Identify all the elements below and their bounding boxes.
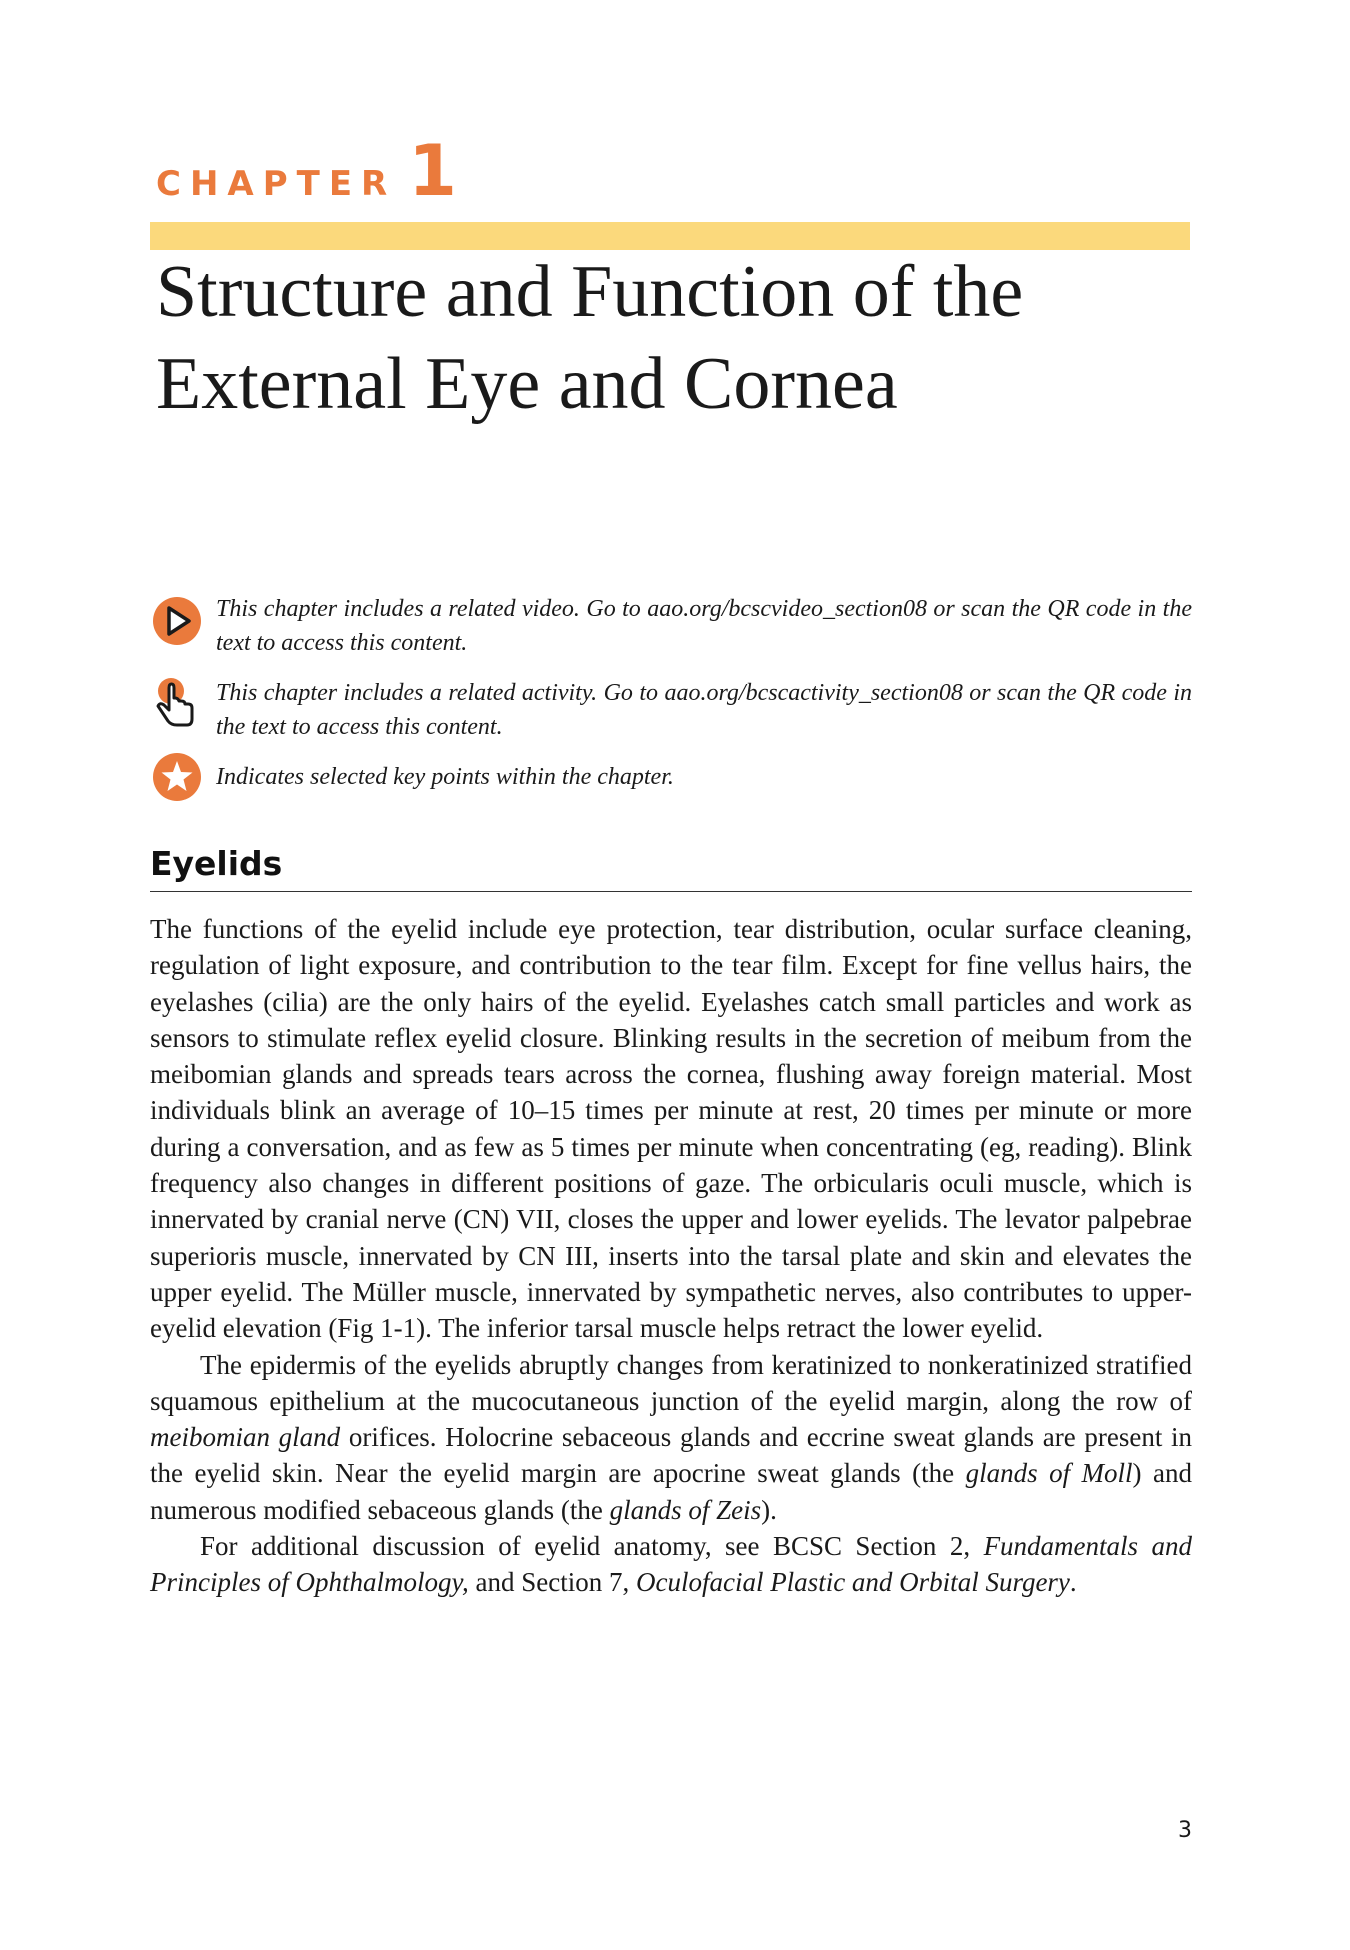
- section-body: [150, 911, 1192, 1601]
- paragraph-3: [150, 1528, 1192, 1601]
- term-glands-of-moll: glands of Moll: [965, 1458, 1133, 1489]
- paragraph-2-text: orifices. Holocrine sebaceous glands and eccrine sweat glands are present in the eyelid skin. Near the eyelid margin are apocrine sweat glands (the: [150, 1422, 1192, 1489]
- activity-hand-icon[interactable]: [150, 676, 204, 730]
- book-title-section-7: Oculofacial Plastic and Orbital Surgery: [635, 1567, 1070, 1598]
- note-video-text: This chapter includes a related video. Go to aao.org/bcscvideo_section08 or scan the QR code in the text to access this content.: [216, 596, 1192, 656]
- paragraph-1: The functions of the eyelid include eye protection, tear distribution, ocular surface cleaning, regulation of light exposure, and contribution to the tear film. Except for fine vellus hairs, the eyelashes (cilia) are the only hairs of the eyelid. Eyelashes catch small particles and work as sensors to stimulate reflex eyelid closure. Blinking results in the secretion of meibum from the meibomian glands and spreads tears across the cornea, flushing away foreign material. Most individuals blink an average of 10–15 times per minute at rest, 20 times per minute or more during a conversation, and as few as 5 times per minute when concentrating (eg, reading). Blink frequency also changes in different positions of gaze. The orbicularis oculi muscle, which is innervated by cranial nerve (CN) VII, closes the upper and lower eyelids. The levator palpebrae superioris muscle, innervated by CN III, inserts into the tarsal plate and skin and elevates the upper eyelid. The Müller muscle, innervated by sympathetic nerves, also contributes to upper-eyelid elevation (Fig 1-1). The inferior tarsal muscle helps retract the lower eyelid.: [150, 914, 1192, 1344]
- note-activity-text: This chapter includes a related activity. Go to aao.org/bcscactivity_section08 or scan the QR code in the text to access this content.: [216, 680, 1192, 740]
- chapter-title-line-2: External Eye and Cornea: [156, 343, 898, 425]
- paragraph-2-text: ).: [761, 1494, 777, 1525]
- chapter-word: CHAPTER: [156, 164, 397, 204]
- key-point-star-icon: [150, 750, 204, 804]
- term-meibomian-gland: meibomian gland: [150, 1422, 341, 1453]
- book-title-section-2: Fundamentals and Principles of Ophthalmology,: [150, 1531, 1192, 1598]
- page-number: 3: [1178, 1818, 1192, 1843]
- paragraph-3-text: For additional discussion of eyelid anatomy, see BCSC Section 2,: [200, 1531, 984, 1562]
- paragraph-3-text: .: [1069, 1567, 1077, 1598]
- section-divider: [150, 891, 1192, 892]
- term-glands-of-zeis: glands of Zeis: [609, 1494, 762, 1525]
- chapter-number: 1: [408, 130, 457, 212]
- chapter-label: [156, 130, 457, 212]
- paragraph-2-text: The epidermis of the eyelids abruptly changes from keratinized to nonkeratinized stratified squamous epithelium at the mucocutaneous junction of the eyelid margin, along the row of: [150, 1349, 1192, 1416]
- paragraph-2: [150, 1347, 1192, 1528]
- chapter-title-line-1: Structure and Function of the: [156, 251, 1024, 333]
- chapter-title: [156, 246, 1196, 430]
- paragraph-3-text: and Section 7,: [468, 1567, 636, 1598]
- note-key-points-text: Indicates selected key points within the chapter.: [216, 764, 674, 790]
- video-play-icon[interactable]: [150, 594, 204, 648]
- section-heading: Eyelids: [150, 844, 283, 883]
- paragraph-2-text: ) and numerous modified sebaceous glands (the: [150, 1458, 1192, 1525]
